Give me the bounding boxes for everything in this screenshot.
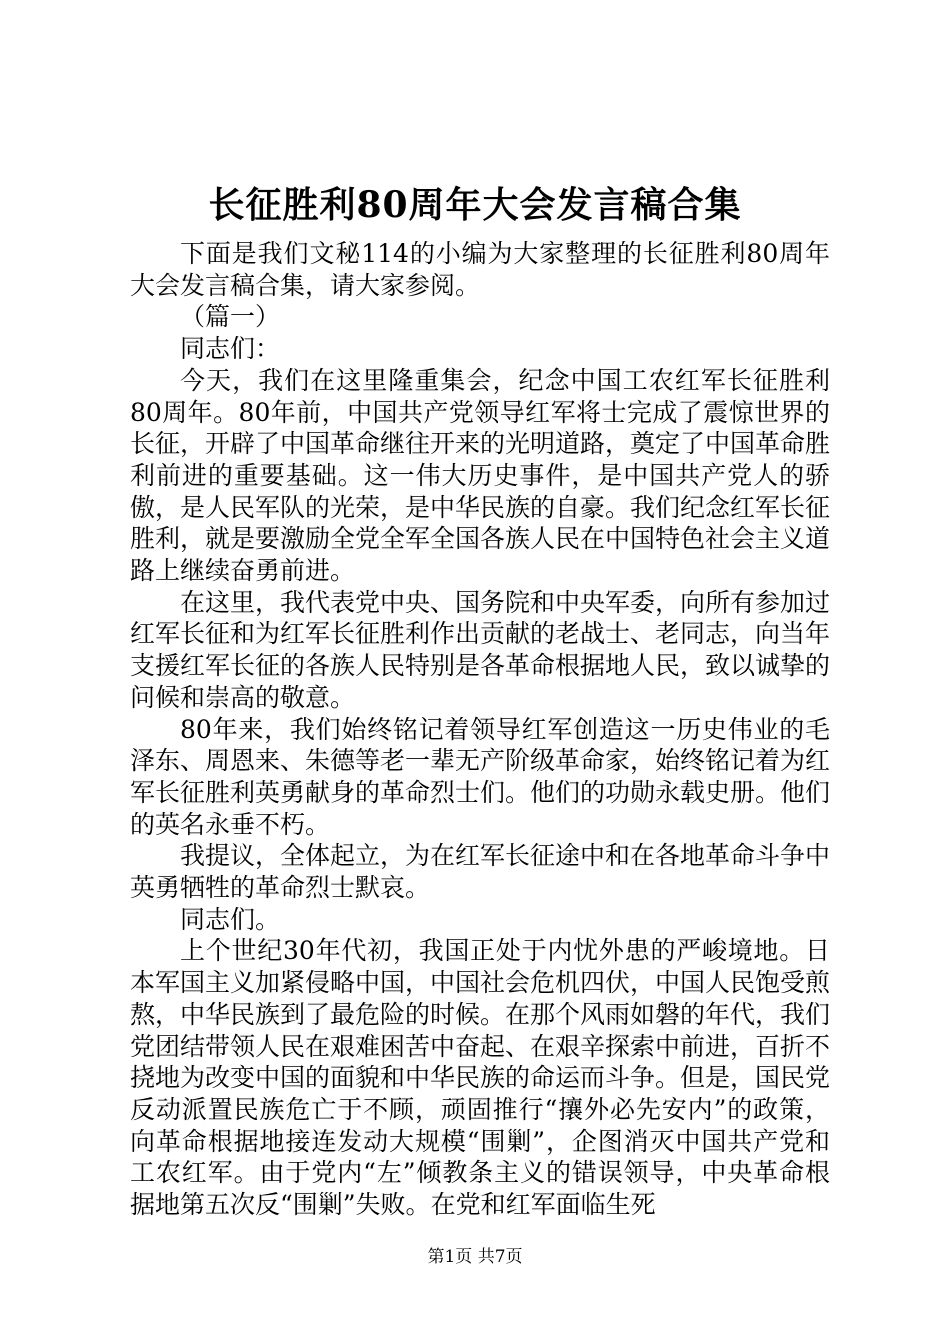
paragraph: 上个世纪30年代初，我国正处于内忧外患的严峻境地。日本军国主义加紧侵略中国，中国社会危机四伏，中国人民饱受煎熬，中华民族到了最危险的时候。在那个风雨如磐的年代，我们党团结带领人民在艰难困苦中奋起、在艰辛探索中前进，百折不挠地为改变中国的面貌和中华民族的命运而斗争。但是，国民党反动派置民族危亡于不顾，顽固推行“攘外必先安内”的政策，向革命根据地接连发动大规模“围剿”，企图消灭中国共产党和工农红军。由于党内“左”倾教条主义的错误领导，中央革命根据地第五次反“围剿”失败。在党和红军面临生死 [130,936,831,1220]
paragraph: 在这里，我代表党中央、国务院和中央军委，向所有参加过红军长征和为红军长征胜利作出贡献的老战士、老同志，向当年支援红军长征的各族人民特别是各革命根据地人民，致以诚挚的问候和崇高的敬意。 [130,587,831,712]
paragraph: 我提议，全体起立，为在红军长征途中和在各地革命斗争中英勇牺牲的革命烈士默哀。 [130,841,831,903]
paragraph: 80年来，我们始终铭记着领导红军创造这一历史伟业的毛泽东、周恩来、朱德等老一辈无产阶级革命家，始终铭记着为红军长征胜利英勇献身的革命烈士们。他们的功勋永载史册。他们的英名永垂不朽。 [130,714,831,839]
paragraph: 今天，我们在这里隆重集会，纪念中国工农红军长征胜利80周年。80年前，中国共产党领导红军将士完成了震惊世界的长征，开辟了中国革命继往开来的光明道路，奠定了中国革命胜利前进的重要基础。这一伟大历史事件，是中国共产党人的骄傲，是人民军队的光荣，是中华民族的自豪。我们纪念红军长征胜利，就是要激励全党全军全国各族人民在中国特色社会主义道路上继续奋勇前进。 [130,365,831,586]
document-title: 长征胜利80周年大会发言稿合集 [208,184,742,226]
document-body [130,238,830,1221]
paragraph-section-label: （篇一） [180,302,281,332]
page-footer: 第1页 共7页 [427,1247,523,1267]
paragraph-salutation: 同志们： [180,334,281,364]
paragraph-intro: 下面是我们文秘114的小编为大家整理的长征胜利80周年大会发言稿合集，请大家参阅。 [130,239,830,300]
paragraph-salutation: 同志们。 [180,904,281,934]
